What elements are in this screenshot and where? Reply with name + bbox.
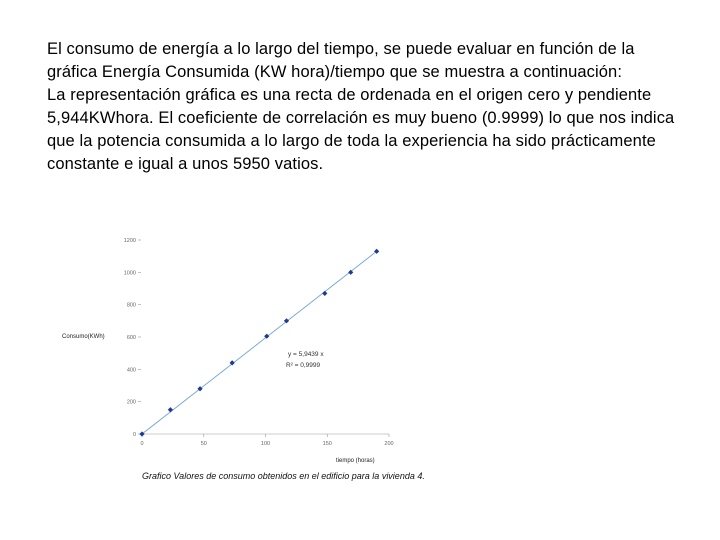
data-point <box>322 291 327 296</box>
x-tick-label: 200 <box>384 441 394 447</box>
chart-caption <box>142 471 425 481</box>
data-point <box>168 407 173 412</box>
y-tick-label: 400 <box>126 367 136 374</box>
y-tick-label: 1200 <box>123 238 136 244</box>
trendline <box>142 251 377 434</box>
intro-paragraph-1: El consumo de energía a lo largo del tiempo, se puede evaluar en función de la gráfica Energía Consumida (KW hora)/tiempo que se muestra a continuación: <box>47 40 635 81</box>
trendline-group <box>142 251 377 434</box>
intro-paragraph-2: La representación gráfica es una recta de ordenada en el origen cero y pendiente 5,944KWhora. El coeficiente de correlación es muy bueno (0.9999) lo que nos indica que la potencia consumida a lo largo de toda la experiencia ha sido prácticamente constante e igual a unos 5950 vatios. <box>47 86 675 173</box>
caption-lead: Grafico <box>142 471 172 481</box>
chart-labels <box>62 238 394 464</box>
x-tick-label: 100 <box>260 441 271 447</box>
y-axis-label: Consumo(KWh) <box>62 334 105 340</box>
y-tick-label: 0 <box>132 432 136 438</box>
caption-text: Valores de consumo obtenidos en el edificio para la vivienda 4. <box>171 471 425 481</box>
y-tick-label: 200 <box>126 399 136 406</box>
x-tick-label: 50 <box>200 441 207 447</box>
r-squared-label: R² = 0,9999 <box>286 362 321 369</box>
y-tick-label: 1000 <box>123 270 136 277</box>
x-tick-label: 0 <box>140 441 144 447</box>
y-tick-label: 600 <box>126 335 136 341</box>
y-tick-label: 800 <box>126 302 136 309</box>
x-tick-label: 150 <box>322 441 332 447</box>
regression-equation: y = 5,9439 x <box>288 351 324 358</box>
x-axis-label: tiempo (horas) <box>336 458 375 464</box>
